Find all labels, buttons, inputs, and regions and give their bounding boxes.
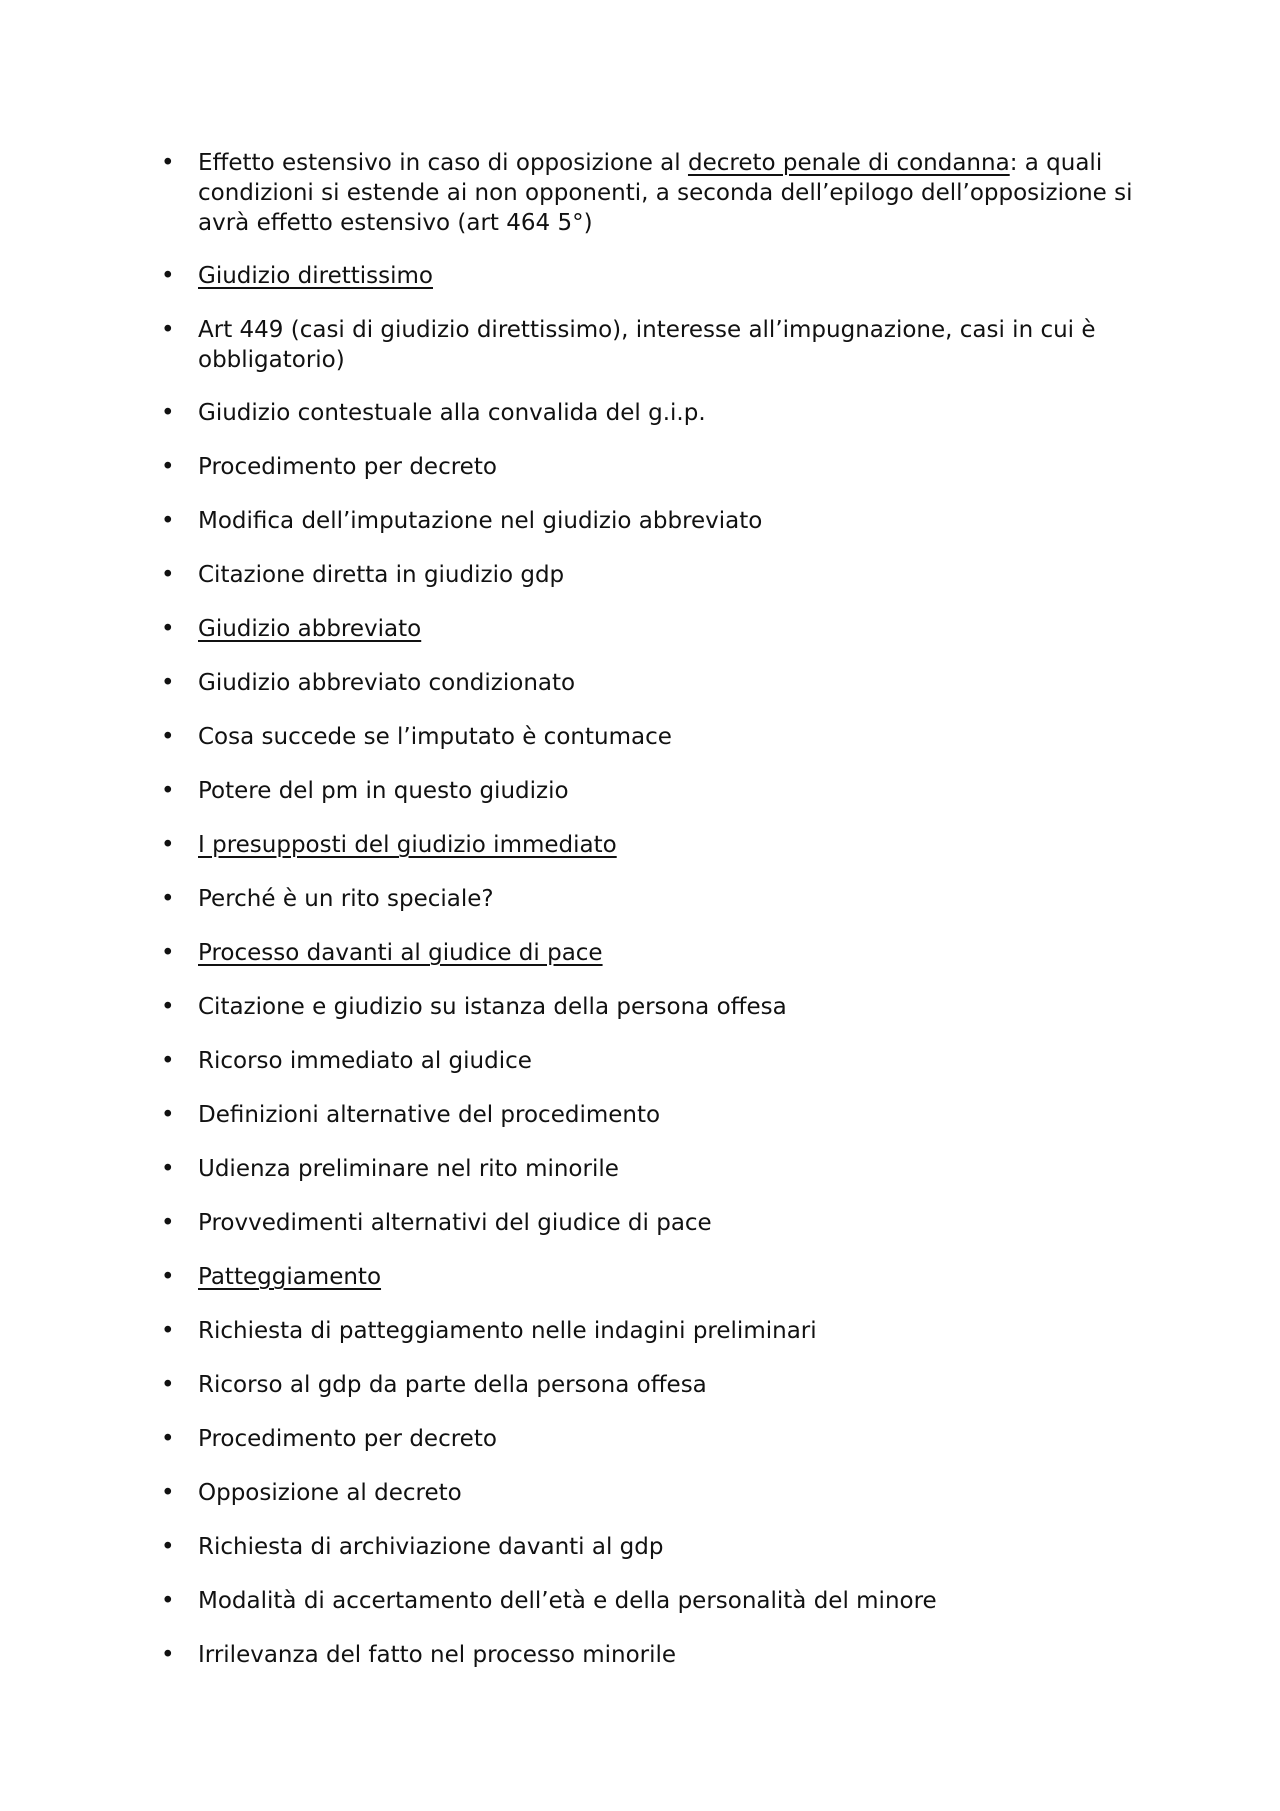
underlined-heading-text: Giudizio direttissimo <box>198 263 433 289</box>
list-item <box>161 1370 1146 1400</box>
list-item <box>161 830 1146 860</box>
list-item <box>161 776 1146 806</box>
bullet-icon: • <box>161 454 175 480</box>
item-text: Modifica dell’imputazione nel giudizio abbreviato <box>198 508 763 534</box>
bullet-icon: • <box>161 1318 175 1344</box>
bullet-icon: • <box>161 1210 175 1236</box>
bullet-icon: • <box>161 1588 175 1614</box>
item-text: Perché è un rito speciale? <box>198 886 494 912</box>
underlined-heading-text: Patteggiamento <box>198 1264 382 1290</box>
list-item-text <box>198 1318 817 1344</box>
list-item <box>161 614 1146 644</box>
underlined-heading-text: Processo davanti al giudice di pace <box>198 940 603 966</box>
item-text: Cosa succede se l’imputato è contumace <box>198 724 672 750</box>
list-item-text <box>198 1048 532 1074</box>
list-item <box>161 1640 1146 1670</box>
list-item <box>161 1100 1146 1130</box>
list-item <box>161 1154 1146 1184</box>
list-item <box>161 148 1146 238</box>
bullet-icon: • <box>161 1048 175 1074</box>
list-item <box>161 315 1146 375</box>
list-item-text <box>198 1426 497 1452</box>
list-item <box>161 1208 1146 1238</box>
list-item-text <box>198 150 1133 236</box>
item-text: Citazione diretta in giudizio gdp <box>198 562 565 588</box>
bullet-icon: • <box>161 1642 175 1668</box>
list-item-text <box>198 1264 381 1290</box>
item-text: Ricorso al gdp da parte della persona offesa <box>198 1372 707 1398</box>
list-item <box>161 992 1146 1022</box>
item-text: Ricorso immediato al giudice <box>198 1048 532 1074</box>
list-item-text <box>198 454 497 480</box>
item-text: Art 449 (casi di giudizio direttissimo), interesse all’impugnazione, casi in cui è obbligatorio) <box>198 317 1096 373</box>
bullet-icon: • <box>161 724 175 750</box>
bullet-icon: • <box>161 616 175 642</box>
list-item-text <box>198 1480 462 1506</box>
bullet-icon: • <box>161 1372 175 1398</box>
list-item <box>161 1478 1146 1508</box>
list-item-text <box>198 994 787 1020</box>
list-item <box>161 884 1146 914</box>
list-item-text <box>198 1642 676 1668</box>
list-item <box>161 668 1146 698</box>
list-item-text <box>198 1372 707 1398</box>
list-item-text <box>198 616 421 642</box>
list-item-text <box>198 400 706 426</box>
list-item-text <box>198 562 564 588</box>
bullet-icon: • <box>161 263 175 289</box>
list-item-text <box>198 724 672 750</box>
list-item-text <box>198 317 1096 373</box>
underlined-heading-text: Giudizio abbreviato <box>198 616 422 642</box>
list-item <box>161 722 1146 752</box>
item-text: Giudizio contestuale alla convalida del g.i.p. <box>198 400 706 426</box>
list-item <box>161 1424 1146 1454</box>
list-item-text <box>198 1102 660 1128</box>
item-text: Definizioni alternative del procedimento <box>198 1102 661 1128</box>
bullet-icon: • <box>161 1426 175 1452</box>
list-item <box>161 506 1146 536</box>
bullet-icon: • <box>161 400 175 426</box>
list-item-text <box>198 940 603 966</box>
bullet-icon: • <box>161 832 175 858</box>
list-item-text <box>198 1156 619 1182</box>
item-text: Potere del pm in questo giudizio <box>198 778 569 804</box>
bullet-icon: • <box>161 562 175 588</box>
list-item-text <box>198 1534 663 1560</box>
list-item-text <box>198 508 762 534</box>
item-text: Procedimento per decreto <box>198 454 497 480</box>
list-item-text <box>198 778 569 804</box>
bullet-icon: • <box>161 778 175 804</box>
list-item <box>161 1262 1146 1292</box>
item-text: Citazione e giudizio su istanza della persona offesa <box>198 994 787 1020</box>
list-item-text <box>198 886 494 912</box>
item-text: Richiesta di patteggiamento nelle indagini preliminari <box>198 1318 817 1344</box>
bullet-icon: • <box>161 994 175 1020</box>
underlined-heading-text: decreto penale di condanna <box>687 150 1010 176</box>
list-item-text <box>198 263 433 289</box>
item-text: Modalità di accertamento dell’età e della personalità del minore <box>198 1588 937 1614</box>
list-item-text <box>198 1588 937 1614</box>
bullet-icon: • <box>161 508 175 534</box>
bullet-icon: • <box>161 1480 175 1506</box>
bullet-icon: • <box>161 1156 175 1182</box>
item-text: Opposizione al decreto <box>198 1480 462 1506</box>
bullet-icon: • <box>161 670 175 696</box>
bullet-icon: • <box>161 1102 175 1128</box>
list-item-text <box>198 1210 712 1236</box>
list-item <box>161 261 1146 291</box>
item-text: Irrilevanza del fatto nel processo minorile <box>198 1642 677 1668</box>
list-item <box>161 452 1146 482</box>
list-item-text <box>198 670 575 696</box>
list-item <box>161 398 1146 428</box>
list-item <box>161 560 1146 590</box>
list-item <box>161 938 1146 968</box>
item-text: Giudizio abbreviato condizionato <box>198 670 576 696</box>
underlined-heading-text: I presupposti del giudizio immediato <box>198 832 617 858</box>
bullet-icon: • <box>161 1534 175 1560</box>
list-item <box>161 1046 1146 1076</box>
item-text: Effetto estensivo in caso di opposizione al <box>198 150 688 176</box>
item-text: Procedimento per decreto <box>198 1426 497 1452</box>
item-text: Provvedimenti alternativi del giudice di pace <box>198 1210 712 1236</box>
list-item-text <box>198 832 617 858</box>
list-item <box>161 1532 1146 1562</box>
bullet-icon: • <box>161 1264 175 1290</box>
bullet-icon: • <box>161 940 175 966</box>
item-text: Richiesta di archiviazione davanti al gdp <box>198 1534 664 1560</box>
bullet-icon: • <box>161 317 175 343</box>
bullet-icon: • <box>161 886 175 912</box>
item-text: Udienza preliminare nel rito minorile <box>198 1156 619 1182</box>
bullet-icon: • <box>161 150 175 176</box>
list-item <box>161 1586 1146 1616</box>
item-text: : a quali condizioni si estende ai non opponenti, a seconda dell’epilogo dell’opposizione si avrà effetto estensivo (art 464 5°) <box>198 150 1133 236</box>
list-item <box>161 1316 1146 1346</box>
bullet-list <box>161 148 1146 1694</box>
